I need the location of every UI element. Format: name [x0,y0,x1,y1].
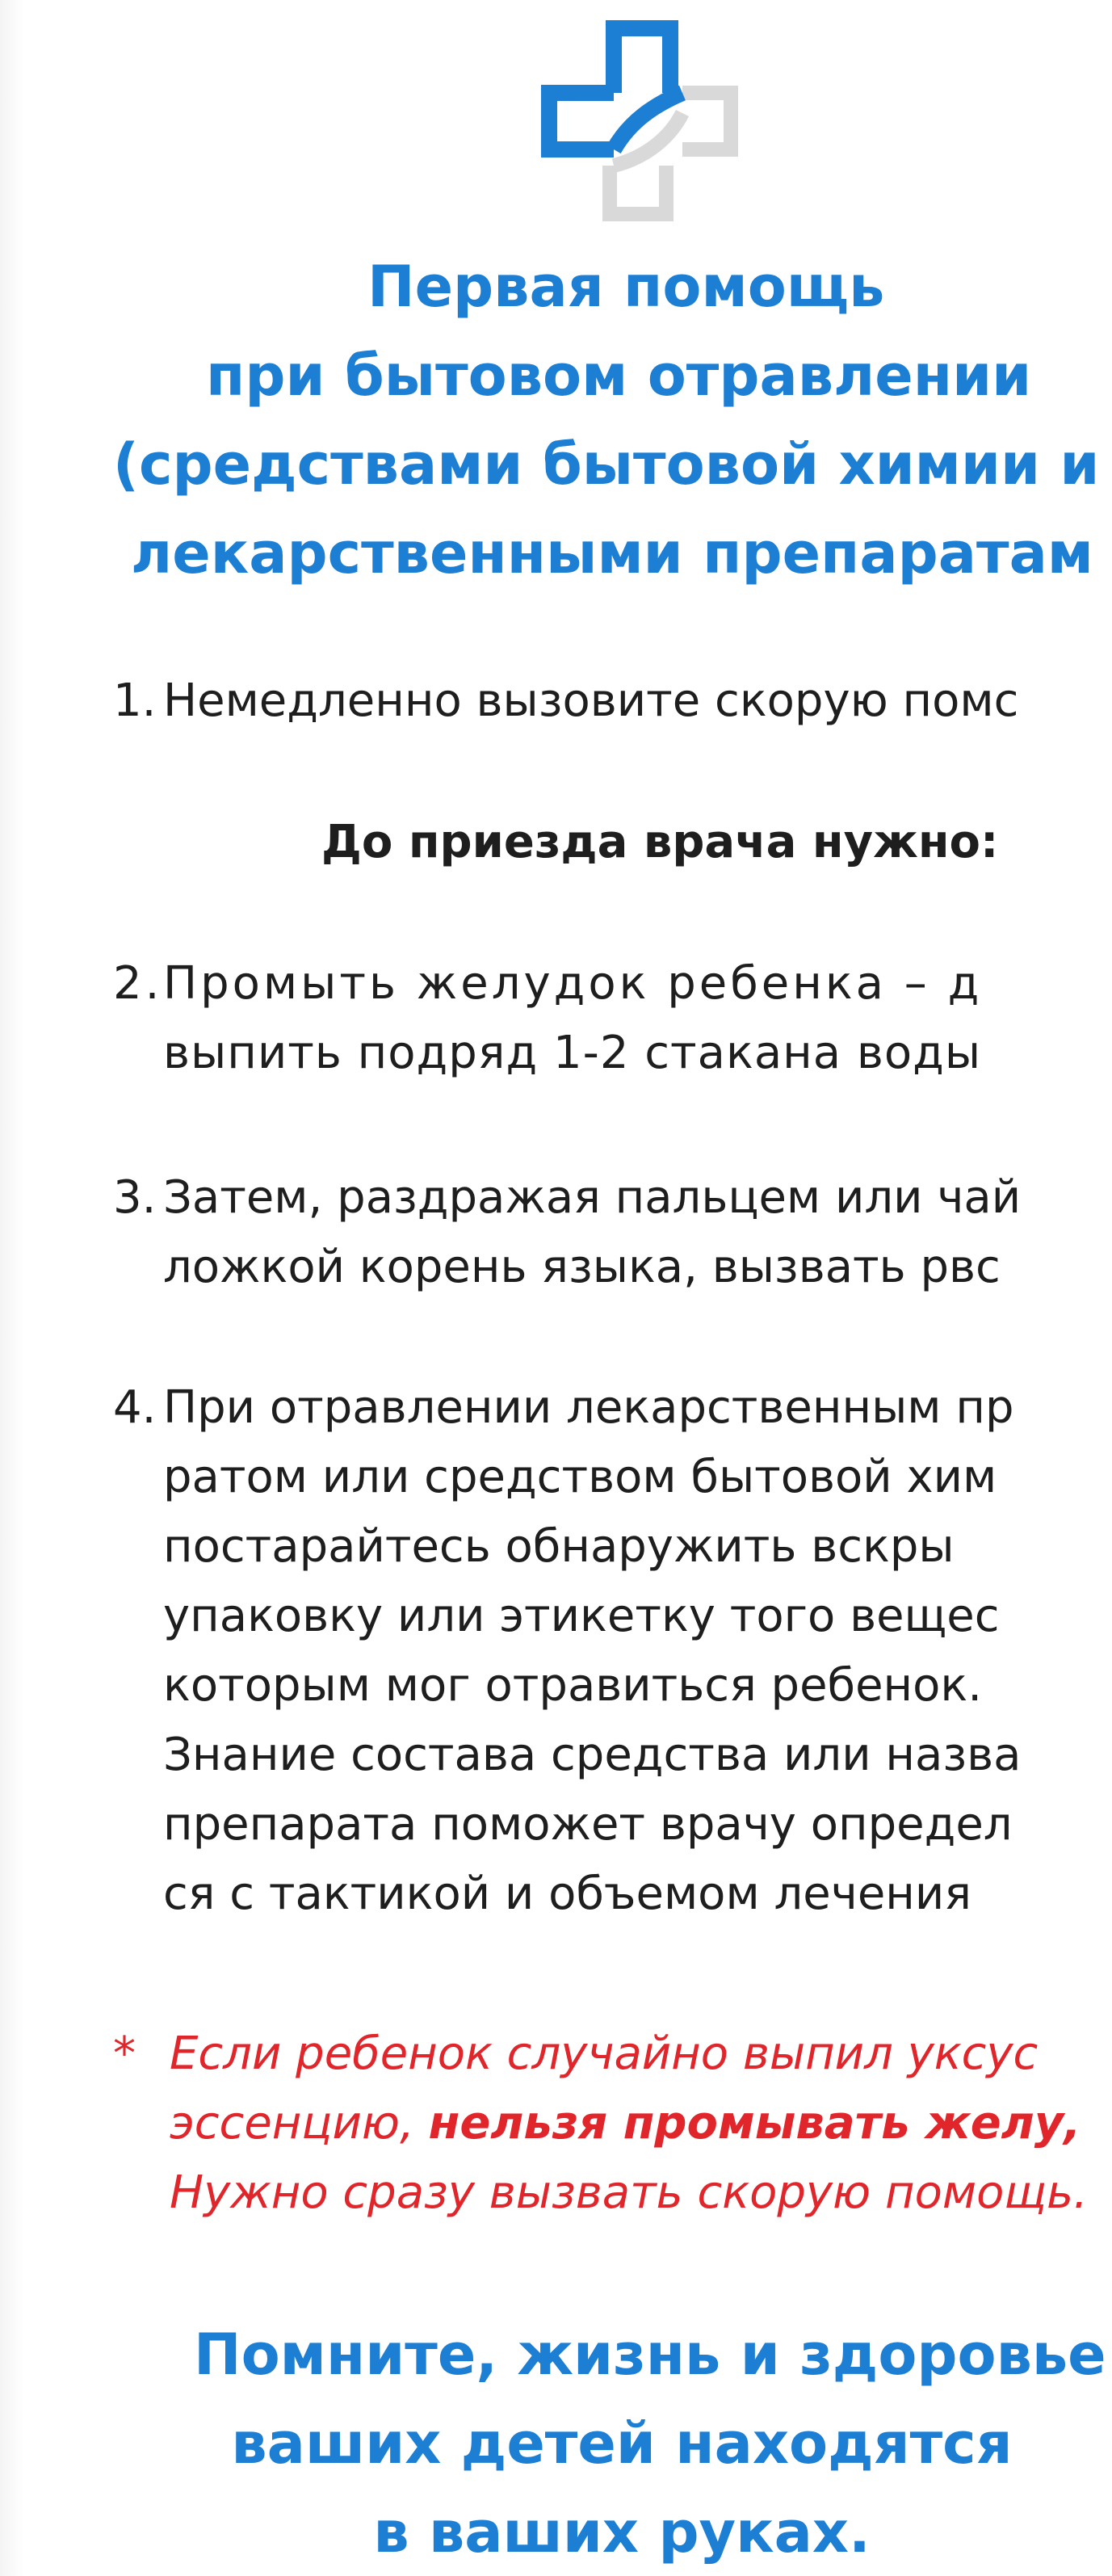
list-item-1 [113,666,1112,736]
note-line-2 [113,2089,1112,2158]
subheading: До приезда врача нужно: [321,816,999,868]
leaflet-title [0,242,1112,598]
note-line-2-regular: эссенцию, [170,2097,429,2149]
closing-line-1: Помните, жизнь и здоровье [194,2322,1106,2388]
item-number: 3. [113,1171,157,1224]
item-line: ложкой корень языка, вызвать рвс [163,1241,1001,1293]
note-line-3: Нужно сразу вызвать скорую помощь. [170,2166,1088,2219]
list-item-4 [113,1373,1112,1929]
note-line-1: Если ребенок случайно выпил уксус [170,2028,1039,2080]
item-line: Затем, раздражая пальцем или чай [163,1171,1022,1224]
title-line-3: (средствами бытовой химии и [113,431,1100,498]
asterisk: * [113,2028,136,2080]
note-line-2-bold: нельзя промывать желу, [428,2097,1081,2149]
list-item-2 [113,949,1112,1088]
item-number: 1. [113,674,157,727]
item-number: 2. [113,957,163,1010]
item-line: ся с тактикой и объемом лечения [163,1868,971,1920]
item-line: препарата поможет врачу определ [163,1798,1013,1851]
item-number: 4. [113,1381,157,1434]
title-line-4: лекарственными препаратам [131,520,1094,586]
list-item-3 [113,1163,1112,1302]
closing-message [194,2310,1106,2576]
item-line: Промыть желудок ребенка – д [163,957,983,1010]
item-line: Немедленно вызовите скорую помс [163,674,1019,727]
title-line-1: Первая помощь [367,254,885,320]
item-line: При отравлении лекарственным пр [163,1381,1014,1434]
item-line: постарайтесь обнаружить вскры [163,1520,955,1573]
item-line: выпить подряд 1-2 стакана воды [163,1027,982,1079]
item-line: ратом или средством бытовой хим [163,1451,997,1503]
medical-cross-icon [533,16,751,226]
warning-note [113,2019,1112,2228]
closing-line-2: ваших детей находятся [231,2410,1013,2477]
item-line: которым мог отравиться ребенок. [163,1659,983,1712]
closing-line-3: в ваших руках. [373,2499,871,2565]
item-line: Знание состава средства или назва [163,1729,1022,1781]
item-line: упаковку или этикетку того вещес [163,1590,1000,1642]
title-line-2: при бытовом отравлении [206,342,1032,409]
